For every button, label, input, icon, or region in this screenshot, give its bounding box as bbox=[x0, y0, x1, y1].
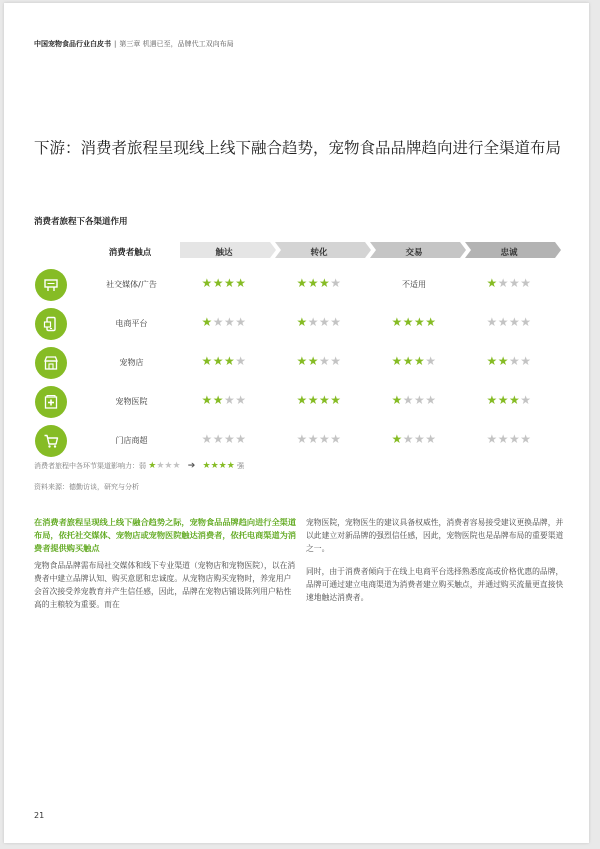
star-rating bbox=[176, 432, 272, 446]
star-filled-icon: ★ bbox=[414, 315, 426, 329]
star-rating bbox=[176, 393, 272, 407]
star-filled-icon: ★ bbox=[296, 354, 308, 368]
billboard-icon bbox=[35, 269, 67, 301]
star-rating bbox=[461, 276, 557, 290]
arrow-right-icon: ➔ bbox=[187, 461, 196, 471]
star-empty-icon: ★ bbox=[330, 276, 342, 290]
star-empty-icon: ★ bbox=[307, 432, 319, 446]
star-filled-icon: ★ bbox=[330, 393, 342, 407]
star-empty-icon: ★ bbox=[224, 393, 236, 407]
star-empty-icon: ★ bbox=[520, 354, 532, 368]
star-rating bbox=[366, 354, 462, 368]
stage-label-loyalty: 忠诚 bbox=[500, 248, 518, 258]
mobile-shopping-icon bbox=[35, 308, 67, 340]
star-empty-icon: ★ bbox=[486, 432, 498, 446]
section-title: 消费者旅程下各渠道作用 bbox=[34, 217, 128, 227]
star-empty-icon: ★ bbox=[497, 315, 509, 329]
body-paragraph: 宠物医院，宠物医生的建议具备权威性，消费者容易接受建议更换品牌，并以此建立对新品牌的强烈信任感，因此，宠物医院也是品牌布局的重要渠道之一。 bbox=[306, 518, 564, 553]
star-empty-icon: ★ bbox=[212, 315, 224, 329]
star-filled-icon: ★ bbox=[307, 354, 319, 368]
stage-label-transact: 交易 bbox=[405, 248, 423, 258]
store-icon bbox=[35, 347, 67, 379]
star-empty-icon: ★ bbox=[486, 315, 498, 329]
row-label: 门店商超 bbox=[115, 436, 148, 445]
body-paragraph: 宠物食品品牌需布局社交媒体和线下专业渠道（宠物店和宠物医院），以在消费者中建立品牌认知、购买意愿和忠诚度。从宠物店购买宠物时，养宠用户会首次接受养宠教育并产生信任感，因此，品牌在宠物店铺设陈列用户粘性高的主粮较为重要。而在 bbox=[34, 561, 296, 609]
star-empty-icon: ★ bbox=[402, 393, 414, 407]
star-empty-icon: ★ bbox=[235, 432, 247, 446]
legend-weak-text: 消费者旅程中各环节渠道影响力：弱 bbox=[34, 462, 146, 470]
star-filled-icon: ★ bbox=[391, 393, 403, 407]
table-row bbox=[4, 347, 589, 381]
source-note: 资料来源：德勤访谈，研究与分析 bbox=[34, 483, 139, 491]
right-text-column bbox=[306, 516, 564, 614]
star-filled-icon: ★ bbox=[402, 315, 414, 329]
star-filled-icon: ★ bbox=[486, 354, 498, 368]
star-rating bbox=[366, 315, 462, 329]
row-label: 宠物店 bbox=[119, 358, 144, 367]
chapter-name: 第三章 机遇已至，品牌代工双向布局 bbox=[119, 40, 234, 48]
star-rating bbox=[461, 432, 557, 446]
star-rating bbox=[271, 276, 367, 290]
star-empty-icon: ★ bbox=[520, 315, 532, 329]
star-filled-icon: ★ bbox=[319, 276, 331, 290]
star-filled-icon: ★ bbox=[391, 315, 403, 329]
star-rating bbox=[271, 315, 367, 329]
star-filled-icon: ★ bbox=[201, 276, 213, 290]
hospital-icon bbox=[35, 386, 67, 418]
star-empty-icon: ★ bbox=[235, 354, 247, 368]
star-empty-icon: ★ bbox=[319, 315, 331, 329]
row-label: 电商平台 bbox=[115, 319, 148, 328]
star-filled-icon: ★ bbox=[296, 276, 308, 290]
key-finding: 在消费者旅程呈现线上线下融合趋势之际，宠物食品品牌趋向进行全渠道布局，依托社交媒体、宠物店或宠物医院触达消费者，依托电商渠道为消费者提供购买触点 bbox=[34, 517, 297, 553]
star-empty-icon: ★ bbox=[520, 432, 532, 446]
star-filled-icon: ★ bbox=[201, 393, 213, 407]
table-row bbox=[4, 425, 589, 459]
star-filled-icon: ★ bbox=[402, 354, 414, 368]
star-rating bbox=[461, 315, 557, 329]
star-empty-icon: ★ bbox=[319, 432, 331, 446]
touchpoint-header: 消费者触点 bbox=[108, 248, 152, 258]
star-filled-icon: ★ bbox=[414, 354, 426, 368]
star-empty-icon: ★ bbox=[235, 315, 247, 329]
star-filled-icon: ★ bbox=[425, 315, 437, 329]
star-empty-icon: ★ bbox=[497, 432, 509, 446]
star-empty-icon: ★ bbox=[520, 276, 532, 290]
star-filled-icon: ★ bbox=[486, 393, 498, 407]
star-empty-icon: ★ bbox=[402, 432, 414, 446]
star-empty-icon: ★ bbox=[224, 315, 236, 329]
stage-label-convert: 转化 bbox=[310, 248, 328, 258]
stage-chevrons bbox=[4, 3, 589, 273]
star-filled-icon: ★ bbox=[307, 393, 319, 407]
document-page bbox=[4, 3, 589, 843]
star-rating bbox=[176, 315, 272, 329]
legend-strong-text: 强 bbox=[237, 462, 245, 470]
stage-label-reach: 触达 bbox=[215, 248, 233, 258]
page-number: 21 bbox=[34, 811, 45, 820]
star-empty-icon: ★ bbox=[509, 432, 521, 446]
star-empty-icon: ★ bbox=[319, 354, 331, 368]
star-filled-icon: ★ bbox=[296, 315, 308, 329]
page-title: 下游：消费者旅程呈现线上线下融合趋势，宠物食品品牌趋向进行全渠道布局 bbox=[34, 139, 562, 157]
star-filled-icon: ★ bbox=[307, 276, 319, 290]
legend-strong-stars: ★★★★ bbox=[202, 461, 235, 471]
table-row bbox=[4, 386, 589, 420]
star-filled-icon: ★ bbox=[212, 276, 224, 290]
report-name: 中国宠物食品行业白皮书 bbox=[34, 40, 111, 48]
star-empty-icon: ★ bbox=[330, 432, 342, 446]
row-label: 宠物医院 bbox=[115, 397, 148, 406]
star-filled-icon: ★ bbox=[212, 354, 224, 368]
body-paragraph: 同时，由于消费者倾向于在线上电商平台选择熟悉度高或价格优惠的品牌，品牌可通过建立电商渠道为消费者建立购买触点，并通过购买流量更直接快速地触达消费者。 bbox=[306, 567, 564, 602]
table-row bbox=[4, 269, 589, 303]
star-filled-icon: ★ bbox=[235, 276, 247, 290]
star-empty-icon: ★ bbox=[224, 432, 236, 446]
star-filled-icon: ★ bbox=[509, 393, 521, 407]
star-empty-icon: ★ bbox=[509, 354, 521, 368]
star-empty-icon: ★ bbox=[414, 393, 426, 407]
star-empty-icon: ★ bbox=[425, 354, 437, 368]
star-rating bbox=[176, 276, 272, 290]
table-row bbox=[4, 308, 589, 342]
star-empty-icon: ★ bbox=[425, 393, 437, 407]
star-filled-icon: ★ bbox=[319, 393, 331, 407]
star-filled-icon: ★ bbox=[224, 276, 236, 290]
star-empty-icon: ★ bbox=[497, 276, 509, 290]
star-rating bbox=[176, 354, 272, 368]
star-empty-icon: ★ bbox=[307, 315, 319, 329]
star-empty-icon: ★ bbox=[509, 276, 521, 290]
star-empty-icon: ★ bbox=[296, 432, 308, 446]
star-rating bbox=[271, 393, 367, 407]
star-empty-icon: ★ bbox=[425, 432, 437, 446]
star-filled-icon: ★ bbox=[296, 393, 308, 407]
star-rating bbox=[366, 393, 462, 407]
legend-weak-stars: ★★★★ bbox=[148, 461, 181, 471]
star-rating bbox=[271, 432, 367, 446]
not-applicable-label: 不适用 bbox=[402, 280, 426, 289]
rating-legend bbox=[34, 461, 244, 471]
star-rating bbox=[461, 393, 557, 407]
star-rating bbox=[366, 432, 462, 446]
star-filled-icon: ★ bbox=[201, 315, 213, 329]
star-empty-icon: ★ bbox=[520, 393, 532, 407]
star-empty-icon: ★ bbox=[212, 432, 224, 446]
star-empty-icon: ★ bbox=[509, 315, 521, 329]
star-empty-icon: ★ bbox=[330, 354, 342, 368]
star-filled-icon: ★ bbox=[201, 354, 213, 368]
star-filled-icon: ★ bbox=[497, 354, 509, 368]
star-filled-icon: ★ bbox=[391, 432, 403, 446]
star-empty-icon: ★ bbox=[414, 432, 426, 446]
shopping-cart-icon bbox=[35, 425, 67, 457]
star-rating bbox=[461, 354, 557, 368]
star-filled-icon: ★ bbox=[224, 354, 236, 368]
star-empty-icon: ★ bbox=[201, 432, 213, 446]
star-empty-icon: ★ bbox=[330, 315, 342, 329]
row-label: 社交媒体/广告 bbox=[106, 280, 157, 289]
star-rating bbox=[271, 354, 367, 368]
star-empty-icon: ★ bbox=[235, 393, 247, 407]
star-filled-icon: ★ bbox=[391, 354, 403, 368]
left-text-column bbox=[34, 516, 296, 611]
header-separator: | bbox=[114, 40, 117, 48]
star-filled-icon: ★ bbox=[486, 276, 498, 290]
star-filled-icon: ★ bbox=[497, 393, 509, 407]
star-filled-icon: ★ bbox=[212, 393, 224, 407]
